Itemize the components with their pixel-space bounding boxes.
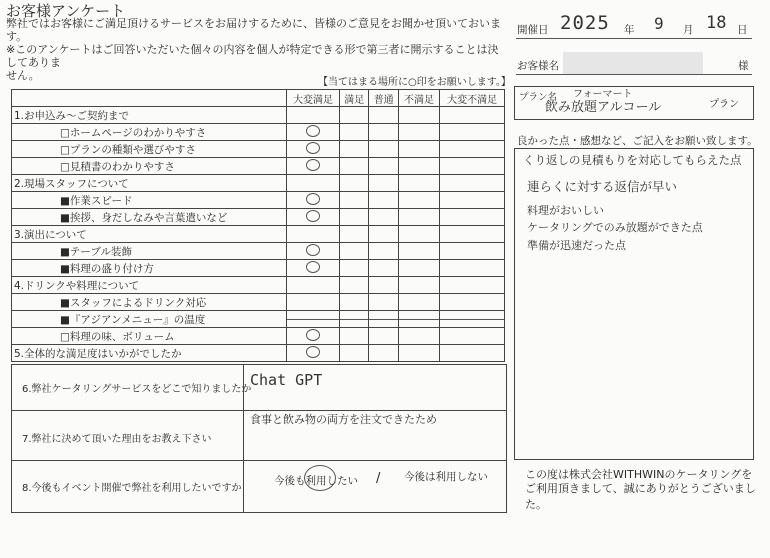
satisfaction-table xyxy=(11,89,505,362)
question-section-label: 2.現場スタッフについて xyxy=(12,175,287,192)
table-row xyxy=(12,107,505,124)
rating-cell[interactable] xyxy=(287,226,340,243)
question-section-label: 4.ドリンクや料理について xyxy=(12,277,287,294)
selection-circle-mark xyxy=(306,261,320,273)
rating-cell[interactable] xyxy=(369,328,398,345)
rating-cell[interactable] xyxy=(398,277,439,294)
rating-cell[interactable] xyxy=(440,311,505,328)
rating-cell[interactable] xyxy=(340,243,369,260)
rating-cell[interactable] xyxy=(287,311,340,328)
comment-line-5: 準備が迅速だった点 xyxy=(527,239,626,252)
table-row xyxy=(12,328,505,345)
selection-circle-mark xyxy=(306,142,320,154)
question-item-label: ■『アジアンメニュー』の温度 xyxy=(12,311,287,328)
q6-label: 6.弊社ケータリングサービスをどこで知りましたか xyxy=(22,384,252,395)
table-row xyxy=(12,345,505,362)
question-item-label: □料理の味、ボリューム xyxy=(12,328,287,345)
date-month[interactable]: 9 xyxy=(654,14,664,33)
selection-circle-mark xyxy=(306,210,320,222)
table-row xyxy=(12,260,505,277)
q8-option-yes[interactable]: 今後も利用したい xyxy=(274,475,358,487)
rating-cell[interactable] xyxy=(340,345,369,362)
strike-through-line xyxy=(399,319,439,320)
q7-answer[interactable]: 食事と飲み物の両方を注文できたため xyxy=(250,413,437,426)
rating-cell[interactable] xyxy=(440,226,505,243)
q7-box xyxy=(11,410,507,462)
plan-label: プラン名 xyxy=(519,92,558,103)
rating-cell[interactable] xyxy=(398,175,439,192)
rating-cell[interactable] xyxy=(440,141,505,158)
rating-cell[interactable] xyxy=(287,328,340,345)
q6-answer[interactable]: Chat GPT xyxy=(250,371,323,389)
footer-line-1: この度は株式会社WITHWINのケータリングを xyxy=(525,468,753,481)
header-satisfied: 満足 xyxy=(340,90,369,107)
day-unit: 日 xyxy=(737,24,748,36)
rating-cell[interactable] xyxy=(340,311,369,328)
q7-divider xyxy=(243,411,244,461)
rating-cell[interactable] xyxy=(369,107,398,124)
rating-cell[interactable] xyxy=(369,243,398,260)
rating-cell[interactable] xyxy=(440,124,505,141)
selection-circle-mark xyxy=(306,125,320,137)
date-year[interactable]: 2025 xyxy=(560,12,610,34)
rating-cell[interactable] xyxy=(369,209,398,226)
strike-through-line xyxy=(287,319,339,320)
q8-option-no[interactable]: 今後は利用しない xyxy=(404,471,488,483)
rating-cell[interactable] xyxy=(398,124,439,141)
customer-name-redacted xyxy=(563,52,703,74)
comments-box[interactable] xyxy=(514,148,754,460)
comment-line-4: ケータリングでのみ放題ができた点 xyxy=(527,221,703,234)
rating-cell[interactable] xyxy=(440,294,505,311)
rating-cell[interactable] xyxy=(287,175,340,192)
rating-cell[interactable] xyxy=(398,328,439,345)
customer-underline xyxy=(516,74,752,75)
question-item-label: ■スタッフによるドリンク対応 xyxy=(12,294,287,311)
rating-cell[interactable] xyxy=(287,209,340,226)
month-unit: 月 xyxy=(683,24,694,36)
rating-cell[interactable] xyxy=(369,260,398,277)
question-item-label: □見積書のわかりやすさ xyxy=(12,158,287,175)
question-item-label: ■挨拶、身だしなみや言葉遣いなど xyxy=(12,209,287,226)
rating-cell[interactable] xyxy=(398,209,439,226)
rating-cell[interactable] xyxy=(369,294,398,311)
rating-cell[interactable] xyxy=(287,277,340,294)
rating-cell[interactable] xyxy=(340,260,369,277)
rating-cell[interactable] xyxy=(340,175,369,192)
plan-value-2[interactable]: 飲み放題アルコール xyxy=(545,100,662,115)
question-item-label: □ホームページのわかりやすさ xyxy=(12,124,287,141)
rating-cell[interactable] xyxy=(369,141,398,158)
rating-cell[interactable] xyxy=(369,277,398,294)
survey-title: お客様アンケート xyxy=(6,2,126,20)
rating-cell[interactable] xyxy=(398,294,439,311)
rating-cell[interactable] xyxy=(287,294,340,311)
header-very-satisfied: 大変満足 xyxy=(287,90,340,107)
rating-cell[interactable] xyxy=(340,107,369,124)
plan-suffix: プラン xyxy=(709,99,739,110)
rating-cell[interactable] xyxy=(340,226,369,243)
rating-cell[interactable] xyxy=(398,243,439,260)
footer-line-2: ご利用頂きまして、誠にありがとうございました。 xyxy=(525,482,756,511)
table-row xyxy=(12,209,505,226)
question-section-label: 3.演出について xyxy=(12,226,287,243)
q7-label: 7.弊社に決めて頂いた理由をお教え下さい xyxy=(22,434,212,445)
rating-cell[interactable] xyxy=(369,345,398,362)
strike-through-line xyxy=(340,319,368,320)
table-row xyxy=(12,124,505,141)
q6-divider xyxy=(243,365,244,411)
rating-cell[interactable] xyxy=(440,175,505,192)
rating-cell[interactable] xyxy=(340,209,369,226)
header-neutral: 普通 xyxy=(369,90,398,107)
rating-cell[interactable] xyxy=(340,294,369,311)
rating-cell[interactable] xyxy=(440,209,505,226)
q8-separator: / xyxy=(376,471,381,486)
intro-line-1: 弊社ではお客様にご満足頂けるサービスをお届けするために、皆様のご意見をお聞かせ頂いておいます。 xyxy=(6,17,501,43)
rating-cell[interactable] xyxy=(287,192,340,209)
table-row xyxy=(12,158,505,175)
q8-selection-circle xyxy=(304,465,336,491)
table-row xyxy=(12,192,505,209)
strike-through-line xyxy=(369,319,397,320)
header-dissatisfied: 不満足 xyxy=(398,90,439,107)
q6-box xyxy=(11,364,507,412)
question-item-label: □プランの種類や選びやすさ xyxy=(12,141,287,158)
comments-label: 良かった点・感想など、ご記入をお願い致します。 xyxy=(517,135,758,147)
instruction-note: 【当てはまる場所に○印をお願いします。】 xyxy=(318,77,511,88)
table-row xyxy=(12,226,505,243)
rating-cell[interactable] xyxy=(440,260,505,277)
customer-label: お客様名 xyxy=(517,60,559,72)
rating-cell[interactable] xyxy=(340,328,369,345)
rating-cell[interactable] xyxy=(369,175,398,192)
question-section-label: 1.お申込み～ご契約まで xyxy=(12,107,287,124)
comment-line-1: くり返しの見積もりを対応してもらえた点 xyxy=(523,153,742,167)
plan-value-1[interactable]: フォーマート xyxy=(573,89,633,100)
customer-suffix: 様 xyxy=(738,60,749,72)
rating-cell[interactable] xyxy=(398,311,439,328)
rating-cell[interactable] xyxy=(369,311,398,328)
rating-cell[interactable] xyxy=(340,192,369,209)
rating-cell[interactable] xyxy=(440,107,505,124)
rating-cell[interactable] xyxy=(340,158,369,175)
header-blank xyxy=(12,90,287,107)
rating-cell[interactable] xyxy=(398,141,439,158)
table-row xyxy=(12,141,505,158)
rating-cell[interactable] xyxy=(287,260,340,277)
rating-cell[interactable] xyxy=(440,243,505,260)
rating-cell[interactable] xyxy=(369,124,398,141)
intro-line-2: ※このアンケートはご回答いただいた個々の内容を個人が特定できる形で第三者に開示することは決してありま xyxy=(6,43,499,69)
rating-cell[interactable] xyxy=(287,124,340,141)
rating-cell[interactable] xyxy=(398,192,439,209)
rating-cell[interactable] xyxy=(398,260,439,277)
table-row xyxy=(12,294,505,311)
rating-cell[interactable] xyxy=(369,192,398,209)
selection-circle-mark xyxy=(306,346,320,358)
rating-cell[interactable] xyxy=(287,107,340,124)
rating-cell[interactable] xyxy=(287,345,340,362)
rating-cell[interactable] xyxy=(440,158,505,175)
plan-box xyxy=(514,86,754,120)
rating-cell[interactable] xyxy=(287,158,340,175)
rating-cell[interactable] xyxy=(440,277,505,294)
rating-cell[interactable] xyxy=(440,328,505,345)
intro-line-3: せん。 xyxy=(6,69,40,82)
selection-circle-mark xyxy=(306,329,320,341)
header-very-dissatisfied: 大変不満足 xyxy=(440,90,505,107)
table-header-row xyxy=(12,90,505,107)
question-item-label: ■料理の盛り付け方 xyxy=(12,260,287,277)
q8-box xyxy=(11,460,507,513)
table-row xyxy=(12,311,505,328)
rating-cell[interactable] xyxy=(440,345,505,362)
selection-circle-mark xyxy=(306,193,320,205)
table-row xyxy=(12,175,505,192)
rating-cell[interactable] xyxy=(369,158,398,175)
year-unit: 年 xyxy=(624,24,635,36)
rating-cell[interactable] xyxy=(287,243,340,260)
selection-circle-mark xyxy=(306,159,320,171)
question-item-label: ■テーブル装飾 xyxy=(12,243,287,260)
rating-cell[interactable] xyxy=(440,192,505,209)
rating-cell[interactable] xyxy=(287,141,340,158)
question-item-label: ■作業スピード xyxy=(12,192,287,209)
date-day[interactable]: 18 xyxy=(706,13,727,33)
comment-line-3: 料理がおいしい xyxy=(527,204,604,217)
q8-label: 8.今後もイベント開催で弊社を利用したいですか xyxy=(22,483,242,494)
strike-through-line xyxy=(440,319,504,320)
selection-circle-mark xyxy=(306,244,320,256)
comment-line-2: 連らくに対する返信が早い xyxy=(527,179,678,194)
rating-cell[interactable] xyxy=(369,226,398,243)
question-section-label: 5.全体的な満足度はいかがでしたか xyxy=(12,345,287,362)
rating-cell[interactable] xyxy=(398,345,439,362)
date-label: 開催日 xyxy=(517,24,549,36)
rating-cell[interactable] xyxy=(340,141,369,158)
rating-cell[interactable] xyxy=(398,158,439,175)
q8-divider xyxy=(243,461,244,512)
table-row xyxy=(12,243,505,260)
table-row xyxy=(12,277,505,294)
rating-cell[interactable] xyxy=(340,124,369,141)
rating-cell[interactable] xyxy=(340,277,369,294)
rating-cell[interactable] xyxy=(398,107,439,124)
rating-cell[interactable] xyxy=(398,226,439,243)
date-underline xyxy=(516,38,752,39)
